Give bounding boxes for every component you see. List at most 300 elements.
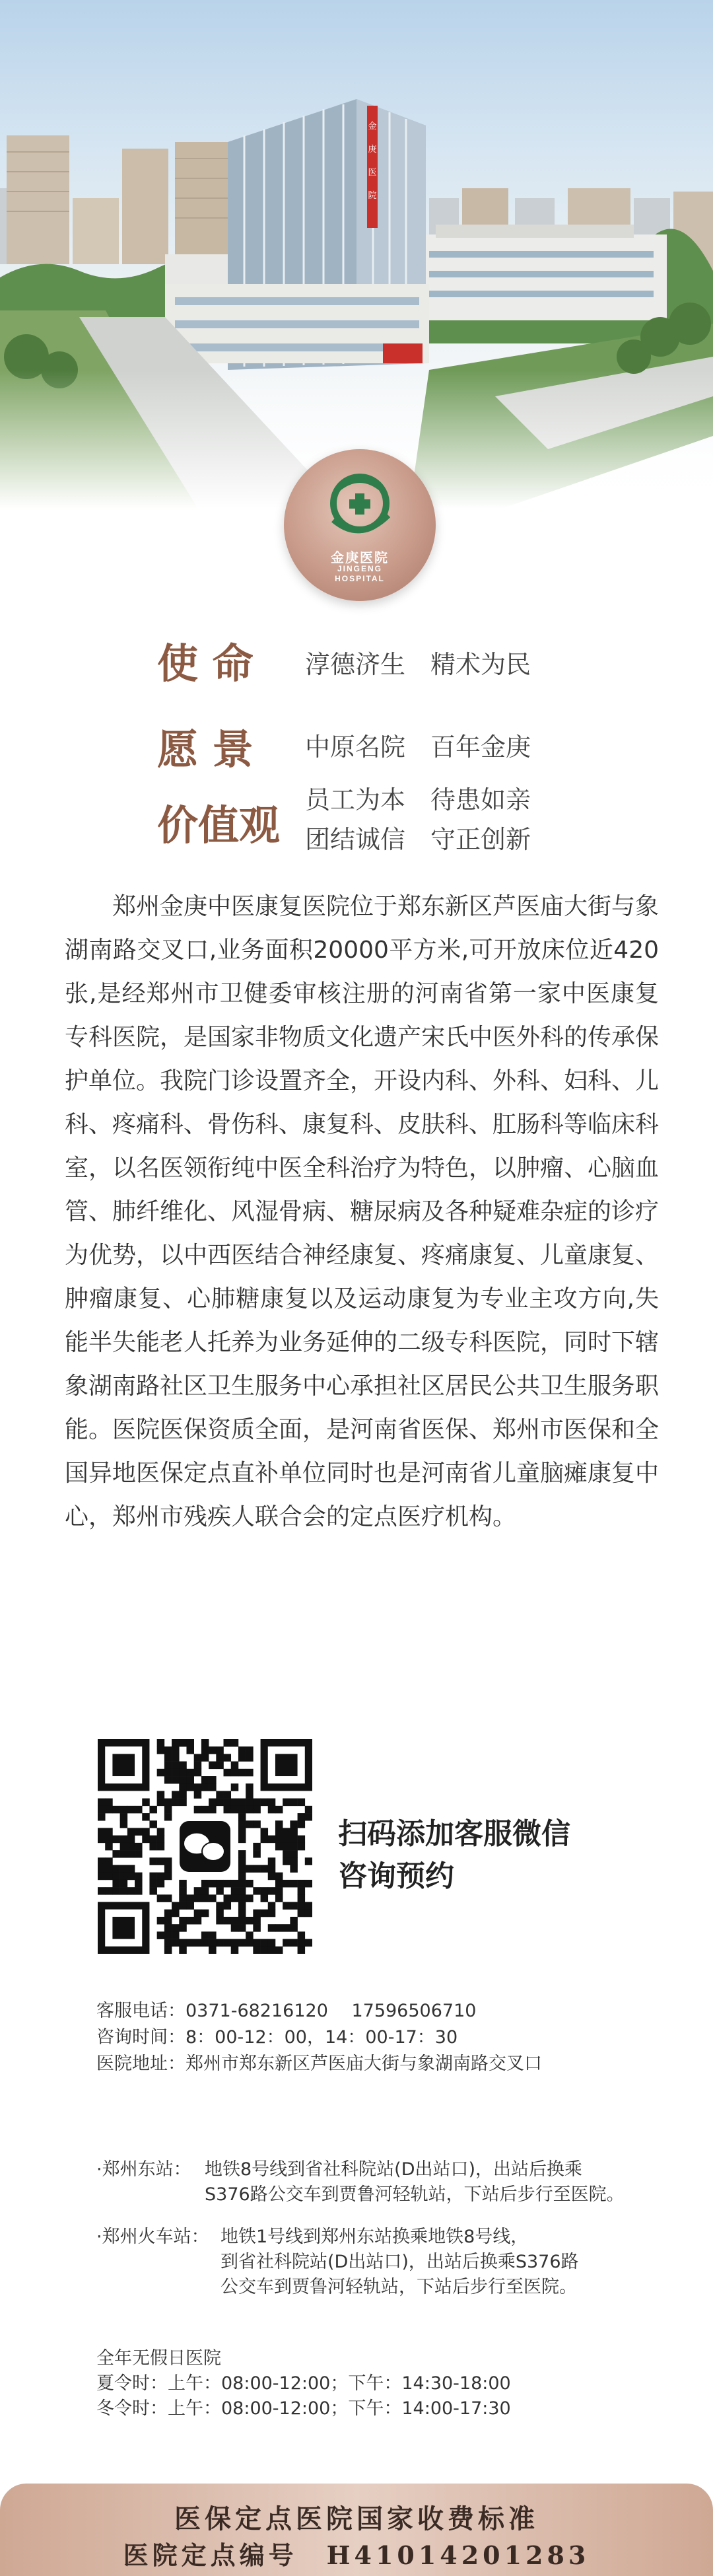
qr-module [216, 1762, 224, 1770]
qr-module [142, 1813, 150, 1821]
qr-module [105, 1887, 113, 1895]
building-sign-char: 庚 [368, 145, 377, 155]
qr-module [105, 1836, 113, 1843]
qr-module [157, 1857, 165, 1865]
qr-module [179, 1880, 187, 1888]
qr-module [112, 1880, 120, 1888]
qr-module [157, 1880, 165, 1888]
qr-module [238, 1939, 246, 1947]
qr-module [290, 1939, 298, 1947]
qr-module [298, 1931, 306, 1939]
qr-module [253, 1806, 261, 1814]
qr-module [216, 1754, 224, 1762]
qr-module [164, 1762, 172, 1770]
qr-module [194, 1791, 202, 1799]
qr-module [157, 1873, 165, 1880]
qr-module [201, 1746, 209, 1754]
qr-module [98, 1865, 106, 1873]
qr-module [194, 1762, 202, 1770]
qr-module [172, 1799, 180, 1807]
qr-module [253, 1924, 261, 1932]
qr-module [268, 1799, 276, 1807]
qr-module [268, 1836, 276, 1843]
hours-winter: 冬令时：上午：08:00-12:00；下午：14:00-17:30 [96, 2398, 511, 2419]
qr-module [98, 1836, 106, 1843]
qr-module [149, 1873, 157, 1880]
qr-module [201, 1754, 209, 1762]
qr-module [172, 1931, 180, 1939]
qr-module [186, 1917, 194, 1925]
qr-module [172, 1762, 180, 1770]
qr-module [172, 1776, 180, 1784]
qr-module [253, 1917, 261, 1925]
hours-title: 全年无假日医院 [96, 2348, 221, 2369]
qr-module [164, 1910, 172, 1917]
qr-module [238, 1880, 246, 1888]
qr-module [261, 1828, 269, 1836]
qr-module [246, 1939, 254, 1947]
qr-module [194, 1806, 202, 1814]
qr-module [246, 1806, 254, 1814]
route-line: 到省社科院站(D出站口)，出站后换乘S376路 [221, 2252, 579, 2272]
qr-module [290, 1820, 298, 1828]
qr-module [186, 1783, 194, 1791]
qr-module [127, 1828, 135, 1836]
qr-module [201, 1931, 209, 1939]
qr-module [127, 1873, 135, 1880]
qr-module [164, 1917, 172, 1925]
qr-module [98, 1806, 106, 1814]
qr-module [164, 1947, 172, 1954]
qr-module [209, 1762, 217, 1770]
qr-module [209, 1880, 217, 1888]
qr-module [194, 1783, 202, 1791]
wechat-qr-code[interactable] [98, 1739, 312, 1954]
qr-module [238, 1836, 246, 1843]
qr-module [179, 1887, 187, 1895]
qr-module [164, 1799, 172, 1807]
qr-module [209, 1746, 217, 1754]
qr-module [209, 1806, 217, 1814]
qr-module [172, 1902, 180, 1910]
qr-module [164, 1873, 172, 1880]
qr-module [298, 1880, 306, 1888]
logo-name-en: HOSPITAL [335, 574, 385, 583]
hours-summer: 夏令时：上午：08:00-12:00；下午：14:30-18:00 [96, 2373, 511, 2394]
qr-module [305, 1880, 312, 1888]
qr-module [268, 1924, 276, 1932]
qr-module [290, 1836, 298, 1843]
qr-module [127, 1887, 135, 1895]
qr-module [224, 1939, 232, 1947]
qr-module [268, 1947, 276, 1954]
qr-module [298, 1947, 306, 1954]
footer-title: 医保定点医院国家收费标准 [174, 2503, 539, 2534]
qr-module [231, 1739, 239, 1747]
qr-module [238, 1873, 246, 1880]
qr-module [157, 1843, 165, 1851]
qr-module [238, 1894, 246, 1902]
qr-module [261, 1939, 269, 1947]
qr-module [194, 1754, 202, 1762]
qr-module [224, 1769, 232, 1777]
qr-module [238, 1799, 246, 1807]
qr-module [120, 1806, 128, 1814]
qr-module [149, 1880, 157, 1888]
qr-module [238, 1769, 246, 1777]
qr-module [253, 1910, 261, 1917]
qr-module [186, 1894, 194, 1902]
qr-module [194, 1887, 202, 1895]
qr-module [261, 1947, 269, 1954]
route-title: ·郑州东站： [96, 2159, 191, 2180]
qr-module [261, 1799, 269, 1807]
qr-module [179, 1783, 187, 1791]
qr-module [253, 1939, 261, 1947]
qr-module [283, 1924, 290, 1932]
qr-module [246, 1894, 254, 1902]
qr-module [283, 1857, 290, 1865]
qr-module [224, 1902, 232, 1910]
qr-module [231, 1806, 239, 1814]
qr-module [290, 1857, 298, 1865]
qr-module [231, 1894, 239, 1902]
qr-code-pattern [98, 1739, 312, 1954]
qr-module [135, 1806, 143, 1814]
qr-module [112, 1806, 120, 1814]
qr-module [253, 1947, 261, 1954]
qr-module [298, 1836, 306, 1843]
qr-module [246, 1769, 254, 1777]
qr-module [98, 1828, 106, 1836]
qr-module [120, 1813, 128, 1821]
qr-module [194, 1769, 202, 1777]
qr-module [231, 1939, 239, 1947]
qr-module [231, 1880, 239, 1888]
mission-text: 淳德济生 精术为民 [305, 650, 531, 679]
qr-module [149, 1843, 157, 1851]
wechat-bubble [202, 1842, 224, 1861]
qr-module [105, 1857, 113, 1865]
qr-module [120, 1873, 128, 1880]
qr-module [283, 1850, 290, 1858]
values-text: 团结诚信 守正创新 [305, 825, 531, 854]
qr-finder-pattern [112, 1917, 135, 1939]
qr-module [298, 1887, 306, 1895]
qr-module [290, 1902, 298, 1910]
qr-module [268, 1939, 276, 1947]
qr-module [120, 1843, 128, 1851]
qr-module [224, 1880, 232, 1888]
logo-name-en: JINGENG [337, 564, 382, 573]
qr-module [298, 1820, 306, 1828]
qr-module [224, 1739, 232, 1747]
qr-module [290, 1828, 298, 1836]
qr-module [283, 1828, 290, 1836]
qr-module [164, 1865, 172, 1873]
qr-module [186, 1739, 194, 1747]
qr-module [98, 1887, 106, 1895]
qr-module [216, 1799, 224, 1807]
qr-module [224, 1894, 232, 1902]
qr-module [186, 1746, 194, 1754]
qr-module [179, 1799, 187, 1807]
qr-module [216, 1917, 224, 1925]
building-sign-char: 院 [368, 191, 377, 201]
qr-module [98, 1857, 106, 1865]
qr-module [253, 1887, 261, 1895]
vision-text: 中原名院 百年金庚 [305, 733, 531, 762]
qr-module [290, 1843, 298, 1851]
qr-module [305, 1857, 312, 1865]
qr-module [157, 1791, 165, 1799]
qr-module [209, 1783, 217, 1791]
qr-module [238, 1850, 246, 1858]
qr-module [246, 1746, 254, 1754]
qr-module [201, 1894, 209, 1902]
qr-module [261, 1894, 269, 1902]
qr-module [120, 1836, 128, 1843]
qr-module [268, 1865, 276, 1873]
qr-module [98, 1799, 106, 1807]
qr-module [149, 1820, 157, 1828]
qr-module [209, 1939, 217, 1947]
qr-module [275, 1924, 283, 1932]
qr-module [275, 1894, 283, 1902]
qr-module [261, 1910, 269, 1917]
values-text: 员工为本 待患如亲 [305, 785, 531, 814]
qr-module [157, 1931, 165, 1939]
qr-module [224, 1799, 232, 1807]
qr-module [305, 1806, 312, 1814]
qr-module [172, 1939, 180, 1947]
route-line: 地铁1号线到郑州东站换乘地铁8号线， [221, 2227, 529, 2247]
qr-module [194, 1939, 202, 1947]
qr-module [120, 1887, 128, 1895]
qr-module [194, 1917, 202, 1925]
qr-module [135, 1828, 143, 1836]
qr-module [238, 1813, 246, 1821]
qr-module [246, 1880, 254, 1888]
qr-module [238, 1924, 246, 1932]
qr-module [305, 1813, 312, 1821]
vision-label: 愿 景 [157, 725, 254, 773]
qr-module [298, 1939, 306, 1947]
qr-module [164, 1754, 172, 1762]
qr-module [98, 1873, 106, 1880]
qr-module [238, 1828, 246, 1836]
qr-module [246, 1783, 254, 1791]
qr-module [246, 1917, 254, 1925]
qr-module [216, 1880, 224, 1888]
qr-module [105, 1843, 113, 1851]
qr-module [179, 1939, 187, 1947]
qr-module [142, 1828, 150, 1836]
qr-module [224, 1806, 232, 1814]
qr-module [194, 1894, 202, 1902]
qr-finder-pattern [112, 1754, 135, 1776]
qr-module [209, 1931, 217, 1939]
qr-module [290, 1799, 298, 1807]
qr-module [172, 1746, 180, 1754]
qr-module [231, 1762, 239, 1770]
hospital-introduction: 郑州金庚中医康复医院位于郑东新区芦医庙大街与象湖南路交叉口,业务面积20000平方米,可开放床位近420张,是经郑州市卫健委审核注册的河南省第一家中医康复专科医院，是国家非物质文化遗产宋氏中医外科的传承保护单位。我院门诊设置齐全，开设内科、外科、妇科、儿科、疼痛科、骨伤科、康复科、皮肤科、肛肠科等临床科室，以名医领衔纯中医全科治疗为特色，以肿瘤、心脑血管、肺纤维化、风湿骨病、糖尿病及各种疑难杂症的诊疗为优势，以中西医结合神经康复、疼痛康复、儿童康复、肿瘤康复、心肺糖康复以及运动康复为专业主攻方向,失能半失能老人托养为业务延伸的二级专科医院，同时下辖象湖南路社区卫生服务中心承担社区居民公共卫生服务职能。医院医保资质全面，是河南省医保、郑州市医保和全国异地医保定点直补单位同时也是河南省儿童脑瘫康复中心，郑州市残疾人联合会的定点医疗机构。 [65, 893, 660, 1530]
qr-module [253, 1865, 261, 1873]
qr-module [149, 1887, 157, 1895]
footer-banner [0, 2484, 713, 2576]
qr-module [201, 1880, 209, 1888]
contact-time: 咨询时间：8：00-12：00，14：00-17：30 [96, 2027, 458, 2048]
qr-module [172, 1791, 180, 1799]
qr-module [209, 1776, 217, 1784]
qr-module [172, 1754, 180, 1762]
qr-module [201, 1887, 209, 1895]
qr-module [231, 1799, 239, 1807]
qr-module [305, 1939, 312, 1947]
qr-module [231, 1887, 239, 1895]
qr-module [238, 1865, 246, 1873]
route-line: 公交车到贾鲁河轻轨站，下站后步行至医院。 [221, 2277, 577, 2297]
qr-module [238, 1887, 246, 1895]
qr-module [253, 1843, 261, 1851]
qr-module [216, 1939, 224, 1947]
qr-finder-pattern [275, 1754, 298, 1776]
qr-module [149, 1806, 157, 1814]
qr-module [268, 1857, 276, 1865]
qr-module [127, 1865, 135, 1873]
qr-module [112, 1887, 120, 1895]
qr-module [231, 1917, 239, 1925]
qr-module [275, 1836, 283, 1843]
qr-module [135, 1843, 143, 1851]
qr-module [164, 1939, 172, 1947]
qr-module [298, 1799, 306, 1807]
qr-module [246, 1865, 254, 1873]
qr-caption-line: 扫码添加客服微信 [338, 1817, 570, 1851]
qr-module [238, 1902, 246, 1910]
qr-module [216, 1791, 224, 1799]
qr-module [172, 1924, 180, 1932]
qr-module [290, 1865, 298, 1873]
qr-module [231, 1769, 239, 1777]
qr-module [231, 1783, 239, 1791]
qr-module [238, 1754, 246, 1762]
qr-module [216, 1910, 224, 1917]
qr-module [283, 1902, 290, 1910]
qr-module [298, 1813, 306, 1821]
qr-module [112, 1873, 120, 1880]
qr-module [135, 1887, 143, 1895]
qr-module [149, 1836, 157, 1843]
qr-module [216, 1746, 224, 1754]
qr-module [179, 1762, 187, 1770]
qr-module [238, 1746, 246, 1754]
qr-module [201, 1910, 209, 1917]
qr-module [105, 1865, 113, 1873]
qr-module [127, 1806, 135, 1814]
qr-module [275, 1873, 283, 1880]
qr-module [275, 1887, 283, 1895]
qr-module [275, 1820, 283, 1828]
qr-module [127, 1843, 135, 1851]
qr-module [246, 1799, 254, 1807]
qr-module [246, 1820, 254, 1828]
qr-module [179, 1776, 187, 1784]
qr-module [224, 1754, 232, 1762]
qr-module [268, 1910, 276, 1917]
route-line: S376路公交车到贾鲁河轻轨站，下站后步行至医院。 [205, 2184, 625, 2205]
qr-module [298, 1902, 306, 1910]
qr-module [253, 1820, 261, 1828]
qr-module [164, 1813, 172, 1821]
footer-code: 医院定点编号 H41014201283 [123, 2540, 590, 2570]
qr-module [298, 1894, 306, 1902]
qr-module [275, 1806, 283, 1814]
qr-module [268, 1902, 276, 1910]
qr-module [157, 1894, 165, 1902]
qr-module [120, 1865, 128, 1873]
qr-module [120, 1880, 128, 1888]
qr-module [298, 1843, 306, 1851]
qr-module [127, 1836, 135, 1843]
qr-module [157, 1769, 165, 1777]
contact-phone[interactable]: 客服电话：0371-68216120 17596506710 [96, 2001, 477, 2021]
qr-module [172, 1769, 180, 1777]
qr-module [201, 1776, 209, 1784]
qr-module [238, 1917, 246, 1925]
qr-module [201, 1739, 209, 1747]
qr-module [157, 1828, 165, 1836]
qr-module [120, 1850, 128, 1858]
qr-module [246, 1931, 254, 1939]
qr-module [275, 1843, 283, 1851]
qr-module [186, 1776, 194, 1784]
qr-module [112, 1850, 120, 1858]
qr-module [238, 1806, 246, 1814]
qr-module [305, 1910, 312, 1917]
qr-module [283, 1843, 290, 1851]
qr-module [194, 1910, 202, 1917]
qr-module [298, 1910, 306, 1917]
qr-module [201, 1806, 209, 1814]
qr-module [283, 1880, 290, 1888]
qr-module [179, 1924, 187, 1932]
qr-module [246, 1754, 254, 1762]
qr-module [209, 1947, 217, 1954]
qr-module [164, 1931, 172, 1939]
qr-module [201, 1783, 209, 1791]
qr-module [305, 1902, 312, 1910]
qr-module [231, 1924, 239, 1932]
qr-module [209, 1799, 217, 1807]
qr-module [157, 1917, 165, 1925]
qr-module [112, 1865, 120, 1873]
qr-module [164, 1924, 172, 1932]
mission-label: 使 命 [157, 639, 254, 688]
qr-module [172, 1739, 180, 1747]
qr-module [179, 1739, 187, 1747]
qr-module [164, 1746, 172, 1754]
qr-module [179, 1894, 187, 1902]
qr-module [98, 1813, 106, 1821]
qr-module [135, 1880, 143, 1888]
qr-module [179, 1902, 187, 1910]
qr-module [179, 1917, 187, 1925]
qr-module [261, 1836, 269, 1843]
qr-module [290, 1880, 298, 1888]
qr-module [105, 1799, 113, 1807]
hospital-logo [284, 449, 436, 601]
